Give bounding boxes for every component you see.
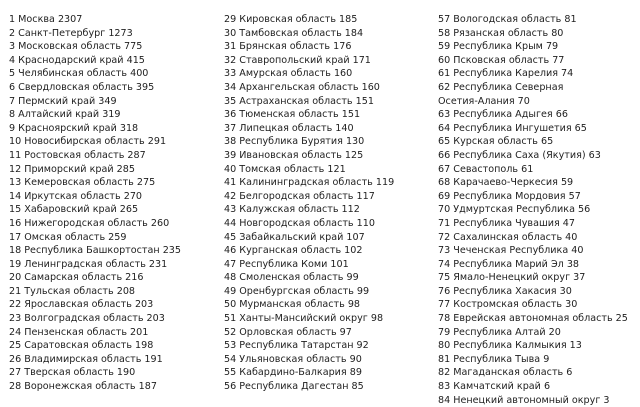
list-item: 75 Ямало-Ненецкий округ 37 [438, 272, 586, 284]
list-item: 32 Ставропольский край 171 [224, 54, 371, 66]
list-item: 78 Еврейская автономная область 25 [438, 313, 628, 325]
list-item: 68 Карачаево-Черкесия 59 [438, 177, 574, 189]
list-item: 70 Удмуртская Республика 56 [438, 204, 591, 216]
list-column-1 [9, 13, 224, 394]
list-item: 4 Краснодарский край 415 [9, 54, 145, 66]
list-item: 14 Иркутская область 270 [9, 190, 143, 202]
list-item: 8 Алтайский край 319 [9, 109, 121, 121]
list-item: 72 Сахалинская область 40 [438, 231, 578, 243]
list-item: 76 Республика Хакасия 30 [438, 285, 572, 297]
list-item: 41 Калининградская область 119 [224, 177, 395, 189]
list-item: 13 Кемеровская область 275 [9, 177, 156, 189]
list-item: 5 Челябинская область 400 [9, 68, 149, 80]
list-item: 11 Ростовская область 287 [9, 149, 146, 161]
list-item: 27 Тверская область 190 [9, 367, 136, 379]
list-item: 28 Воронежская область 187 [9, 381, 157, 393]
list-item: 63 Республика Адыгея 66 [438, 109, 568, 121]
list-item: 1 Москва 2307 [9, 14, 83, 25]
list-item: 21 Тульская область 208 [9, 285, 136, 297]
list-item: 10 Новосибирская область 291 [9, 136, 167, 148]
list-item: 82 Магаданская область 6 [438, 367, 573, 379]
list-item: 62 Республика Северная [438, 81, 564, 93]
list-item: 51 Ханты-Мансийский округ 98 [224, 313, 384, 325]
list-item: 20 Самарская область 216 [9, 272, 144, 284]
list-item: 44 Новгородская область 110 [224, 217, 375, 229]
list-item: 49 Оренбургская область 99 [224, 285, 370, 297]
list-item: 12 Приморский край 285 [9, 163, 135, 175]
list-item: Осетия-Алания 70 [438, 95, 530, 107]
list-item: 64 Республика Ингушетия 65 [438, 122, 587, 134]
list-item: 38 Республика Бурятия 130 [224, 136, 365, 148]
list-item: 37 Липецкая область 140 [224, 122, 354, 134]
list-item: 45 Забайкальский край 107 [224, 231, 365, 243]
list-item: 19 Ленинградская область 231 [9, 258, 168, 270]
list-column-3 [438, 13, 638, 407]
list-item: 7 Пермский край 349 [9, 95, 117, 107]
list-item: 22 Ярославская область 203 [9, 299, 154, 311]
list-item: 71 Республика Чувашия 47 [438, 217, 576, 229]
list-item: 3 Московская область 775 [9, 41, 143, 53]
list-item: 15 Хабаровский край 265 [9, 204, 139, 216]
list-item: 18 Республика Башкортостан 235 [9, 245, 182, 257]
list-item: 43 Калужская область 112 [224, 204, 360, 216]
list-item: 61 Республика Карелия 74 [438, 68, 574, 80]
list-item: 77 Костромская область 30 [438, 299, 578, 311]
list-column-2 [224, 13, 431, 394]
list-item: 65 Курская область 65 [438, 136, 554, 148]
list-item: 34 Архангельская область 160 [224, 81, 380, 93]
list-item: 52 Орловская область 97 [224, 326, 352, 338]
list-item: 73 Чеченская Республика 40 [438, 245, 584, 257]
list-item: 42 Белгородская область 117 [224, 190, 375, 202]
list-item: 56 Республика Дагестан 85 [224, 381, 364, 393]
list-item: 40 Томская область 121 [224, 163, 346, 175]
list-item: 47 Республика Коми 101 [224, 258, 349, 270]
list-item: 79 Республика Алтай 20 [438, 326, 561, 338]
list-item: 54 Ульяновская область 90 [224, 353, 362, 365]
list-item: 50 Мурманская область 98 [224, 299, 361, 311]
list-item: 74 Республика Марий Эл 38 [438, 258, 580, 270]
list-item: 83 Камчатский край 6 [438, 381, 551, 393]
list-item: 66 Республика Саха (Якутия) 63 [438, 149, 601, 161]
list-item: 23 Волгоградская область 203 [9, 313, 165, 325]
list-item: 67 Севастополь 61 [438, 163, 534, 175]
list-item: 46 Курганская область 102 [224, 245, 363, 257]
list-item: 30 Тамбовская область 184 [224, 27, 364, 39]
list-item: 2 Санкт-Петербург 1273 [9, 27, 133, 39]
list-item: 53 Республика Татарстан 92 [224, 340, 369, 352]
list-item: 55 Кабардино-Балкария 89 [224, 367, 362, 379]
list-item: 84 Ненецкий автономный округ 3 [438, 394, 610, 406]
list-item: 58 Рязанская область 80 [438, 27, 564, 39]
list-item: 16 Нижегородская область 260 [9, 217, 170, 229]
list-item: 57 Вологодская область 81 [438, 14, 577, 25]
list-item: 26 Владимирская область 191 [9, 353, 163, 365]
list-item: 69 Республика Мордовия 57 [438, 190, 581, 202]
list-item: 24 Пензенская область 201 [9, 326, 149, 338]
list-item: 31 Брянская область 176 [224, 41, 352, 53]
list-item: 60 Псковская область 77 [438, 54, 565, 66]
list-item: 48 Смоленская область 99 [224, 272, 359, 284]
list-item: 36 Тюменская область 151 [224, 109, 361, 121]
list-item: 39 Ивановская область 125 [224, 149, 364, 161]
list-item: 17 Омская область 259 [9, 231, 127, 243]
list-item: 80 Республика Калмыкия 13 [438, 340, 582, 352]
list-item: 35 Астраханская область 151 [224, 95, 374, 107]
list-item: 29 Кировская область 185 [224, 14, 358, 25]
list-item: 6 Свердловская область 395 [9, 81, 155, 93]
list-item: 9 Красноярский край 318 [9, 122, 139, 134]
list-item: 33 Амурская область 160 [224, 68, 353, 80]
list-item: 81 Республика Тыва 9 [438, 353, 550, 365]
list-item: 25 Саратовская область 198 [9, 340, 154, 352]
list-item: 59 Республика Крым 79 [438, 41, 559, 53]
